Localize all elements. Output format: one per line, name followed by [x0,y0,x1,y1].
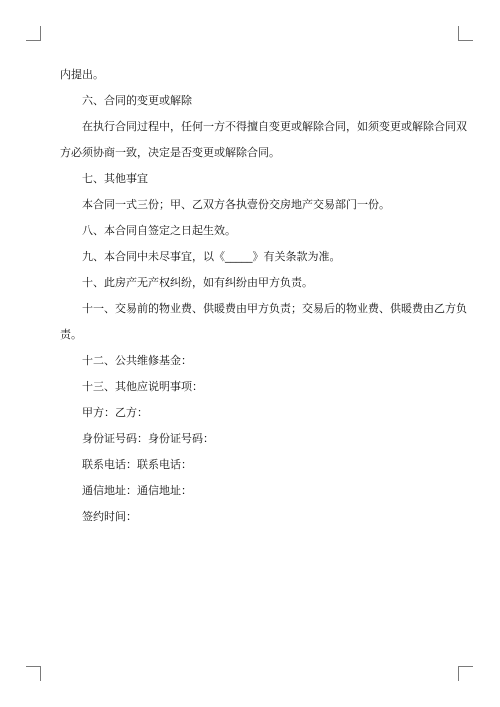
crop-mark-top-left [26,26,41,41]
signature-field: 身份证号码：身份证号码： [82,432,214,445]
signature-field: 通信地址：通信地址： [82,484,192,497]
section-heading: 六、合同的变更或解除 [82,94,192,107]
text-line: 本合同一式三份；甲、乙双方各执壹份交房地产交易部门一份。 [82,198,390,211]
signature-field: 甲方：乙方： [82,406,148,419]
text-line: 内提出。 [60,68,104,81]
text-line: 方必须协商一致，决定是否变更或解除合同。 [60,146,280,159]
signature-field: 签约时间： [82,510,137,523]
signature-field: 联系电话：联系电话： [82,458,192,471]
text-line: 责。 [60,328,82,341]
text-line: 十一、交易前的物业费、供暖费由甲方负责；交易后的物业费、供暖费由乙方负 [82,302,467,315]
text-line: 九、本合同中未尽事宜，以《_____》有关条款为准。 [82,250,341,263]
text-line: 在执行合同过程中，任何一方不得擅自变更或解除合同，如须变更或解除合同双 [82,120,467,133]
text-line: 十三、其他应说明事项： [82,380,203,393]
document-body [60,64,467,532]
crop-mark-top-right [458,26,473,41]
crop-mark-bottom-left [26,666,41,681]
text-line: 八、本合同自签定之日起生效。 [82,224,236,237]
text-line: 十、此房产无产权纠纷，如有纠纷由甲方负责。 [82,276,313,289]
crop-mark-bottom-right [458,666,473,681]
text-line: 十二、公共维修基金： [82,354,192,367]
section-heading: 七、其他事宜 [82,172,148,185]
